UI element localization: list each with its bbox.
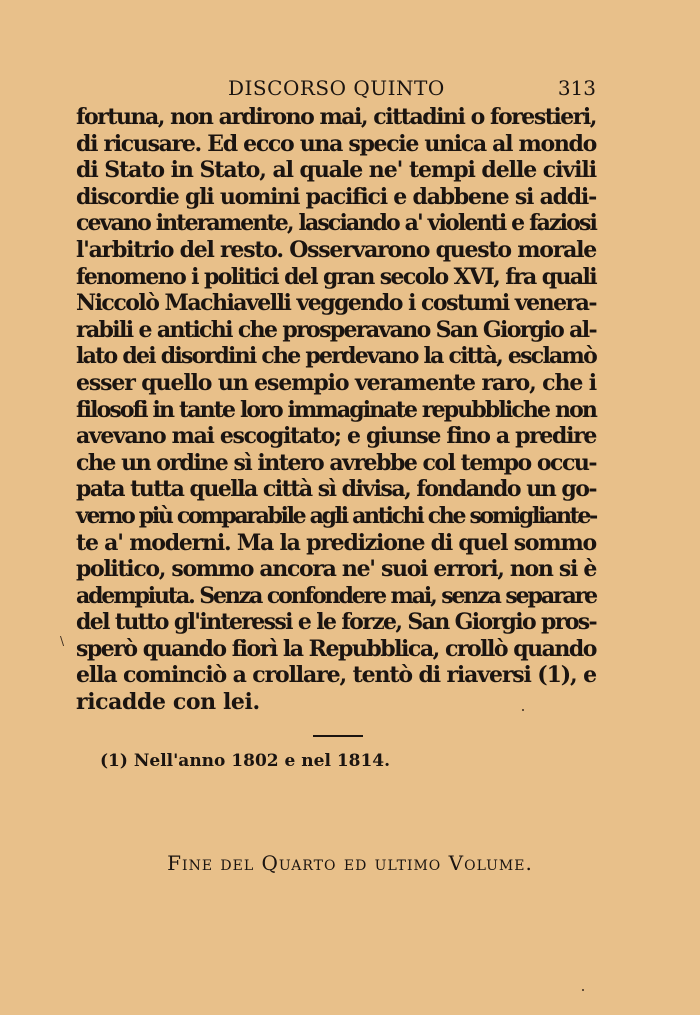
text-line-last: ricadde con lei.: [76, 689, 260, 716]
text-line: adempiuta. Senza confondere mai, senza separare: [76, 582, 596, 609]
footnote: (1) Nell'anno 1802 e nel 1814.: [100, 751, 391, 771]
text-line: che un ordine sì intero avrebbe col tempo occu-: [76, 449, 596, 476]
text-line: rabili e antichi che prosperavano San Giorgio al-: [76, 316, 596, 343]
body-text: [76, 104, 596, 716]
text-line: sperò quando fiorì la Repubblica, crollò quando: [76, 635, 596, 662]
text-line: di Stato in Stato, al quale ne' tempi delle civili: [76, 157, 596, 184]
text-line: discordie gli uomini pacifici e dabbene si addi-: [76, 183, 596, 210]
text-line: fenomeno i politici del gran secolo XVI, fra quali: [76, 263, 596, 290]
text-line: pata tutta quella città sì divisa, fondando un go-: [76, 476, 596, 503]
text-line: politico, sommo ancora ne' suoi errori, non si è: [76, 556, 596, 583]
text-line: verno più comparabile agli antichi che somigliante-: [76, 502, 596, 529]
text-line: te a' moderni. Ma la predizione di quel sommo: [76, 529, 596, 556]
text-line: fortuna, non ardirono mai, cittadini o forestieri,: [76, 104, 596, 130]
text-line: del tutto gl'interessi e le forze, San Giorgio pros-: [76, 609, 596, 636]
text-line: ella cominciò a crollare, tentò di riaversi (1), e: [76, 662, 596, 689]
text-line: lato dei disordini che perdevano la città, esclamò: [76, 343, 596, 370]
page-number: 313: [557, 76, 596, 100]
ink-speck: [582, 989, 584, 991]
text-line: filosofi in tante loro immaginate repubbliche non: [76, 396, 596, 423]
text-line: avevano mai escogitato; e giunse fino a predire: [76, 423, 596, 450]
text-line: di ricusare. Ed ecco una specie unica al mondo: [76, 130, 596, 157]
ink-speck: [522, 709, 524, 711]
running-header: [76, 76, 596, 102]
margin-mark: \: [60, 634, 65, 648]
text-line: esser quello un esempio veramente raro, che i: [76, 369, 596, 396]
running-title: DISCORSO QUINTO: [228, 76, 445, 100]
text-line: l'arbitrio del resto. Osservarono questo morale: [76, 236, 596, 263]
colophon: Fine del Quarto ed ultimo Volume.: [167, 851, 533, 875]
footnote-rule: [313, 735, 363, 737]
text-line: cevano interamente, lasciando a' violenti e faziosi: [76, 210, 596, 237]
text-line: Niccolò Machiavelli veggendo i costumi venera-: [76, 290, 596, 317]
